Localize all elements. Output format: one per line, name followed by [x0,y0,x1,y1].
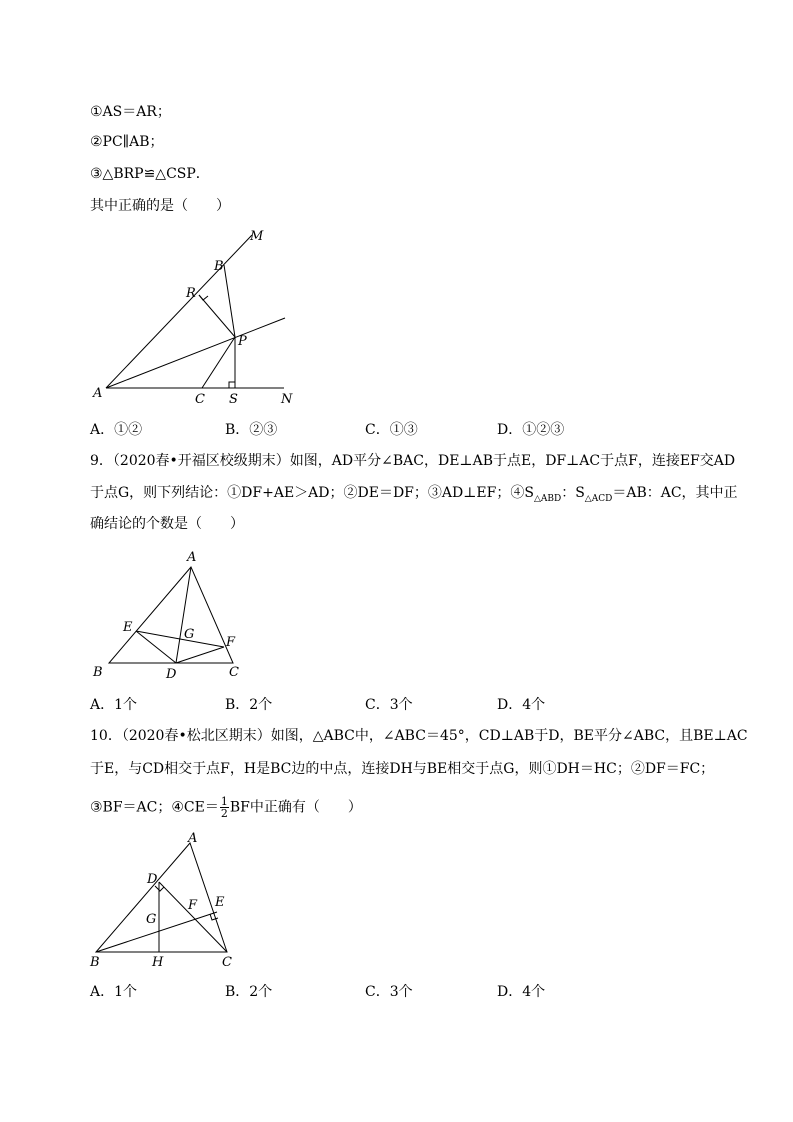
q10-label-F: F [188,898,198,913]
q8-label-R: R [186,286,196,301]
q9-label-C: C [229,665,239,680]
q9-stem-line-2: 于点G，则下列结论：①DF+AE＞AD；②DE＝DF；③AD⊥EF；$④S_{\triangle ABD}$：$S_{\triangle ACD}=AB$：AC，其中正 [90,485,738,504]
q9-option-b[interactable]: B．2个 [225,697,273,713]
q10-option-c[interactable]: C．3个 [365,984,413,1000]
q10-options [90,981,610,1001]
q9-label-A: A [187,550,197,565]
q10-label-C: C [222,955,232,970]
q8-label-P: P [238,334,247,349]
q10-fraction: $\frac{1}{2}$ [220,795,228,820]
q9-label-F: F [226,635,236,650]
q9-option-a[interactable]: A．1个 [90,697,138,713]
q10-label-A: A [188,831,198,846]
q9-option-c[interactable]: C．3个 [365,697,413,713]
q9-label-D: D [166,667,177,682]
q10-label-B: B [90,955,100,970]
q10-label-G: G [146,912,157,927]
q9-stem-line-3: 确结论的个数是（ ） [90,516,244,532]
q10-stem-line-3: ③BF＝AC；④CE＝ $\frac{1}{2}$ BF中正确有（ ） [90,795,362,820]
q8-statement-2: ②PC∥AB； [90,134,164,150]
q8-figure [90,225,300,410]
q9-stem-line-1: 9．（2020春•开福区校级期末）如图，AD平分∠BAC，DE⊥AB于点E，DF⊥AC于点F，连接EF交AD [90,453,736,469]
q10-label-E: E [215,895,225,910]
q10-option-b[interactable]: B．2个 [225,984,273,1000]
q8-option-b[interactable]: B．②③ [225,422,278,438]
q8-label-B: B [214,259,224,274]
q10-figure [85,830,245,970]
q10-stem-line-1: 10．（2020春•松北区期末）如图，△ABC中，∠ABC＝45°，CD⊥AB于D，BE平分∠ABC，且BE⊥AC [90,728,748,744]
q8-statement-1: ①AS＝AR； [90,104,171,120]
q10-stem-line-2: 于E，与CD相交于点F，H是BC边的中点，连接DH与BE相交于点G，则①DH＝HC；②DF＝FC； [90,761,715,777]
q10-option-d[interactable]: D．4个 [497,984,546,1000]
q8-label-C: C [195,392,205,407]
q8-label-M: M [250,229,264,244]
q9-options [90,694,610,714]
q9-label-G: G [184,627,195,642]
q8-option-d[interactable]: D．①②③ [497,422,565,438]
q8-prompt: 其中正确的是（ ） [90,198,230,214]
q10-label-D: D [147,872,158,887]
q8-label-A: A [93,386,103,401]
q8-option-a[interactable]: A．①② [90,422,143,438]
q9-label-E: E [123,620,133,635]
q10-option-a[interactable]: A．1个 [90,984,138,1000]
q10-label-H: H [152,955,164,970]
q8-label-S: S [229,392,238,407]
q8-options [90,419,610,439]
q8-option-c[interactable]: C．①③ [365,422,418,438]
q9-label-B: B [93,665,103,680]
q8-statement-3: ③△BRP≌△CSP． [90,166,210,182]
q9-option-d[interactable]: D．4个 [497,697,546,713]
q8-label-N: N [281,392,293,407]
q9-figure [90,545,250,685]
